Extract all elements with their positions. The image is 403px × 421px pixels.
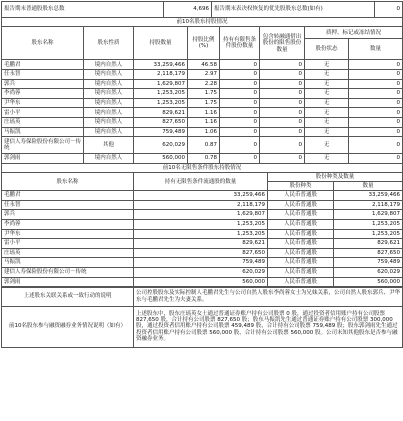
holder-shares: 759,489	[134, 127, 188, 137]
preferred-holders-label: 报告期末表决权恢复的优先股股东总数(如有)	[212, 2, 375, 18]
holder-pledge-state: 无	[305, 108, 349, 118]
holder-pledge-count: 0	[349, 60, 403, 70]
holder-shares: 829,621	[134, 239, 268, 249]
table-row	[2, 200, 403, 210]
holder-name: 任永智	[2, 200, 134, 210]
share-count: 759,489	[334, 258, 403, 268]
holder-pledge-state: 无	[305, 70, 349, 80]
holder-lent: 0	[260, 70, 305, 80]
holder-shares: 1,253,205	[134, 229, 268, 239]
relation-label: 上述股东关联关系或一致行动的说明	[2, 287, 134, 306]
holder-name: 建信人寿保险股份有限公司－传统	[2, 267, 134, 277]
holder-shares: 1,629,807	[134, 79, 188, 89]
holder-ratio: 1.06	[188, 127, 220, 137]
holder-nature: 其他	[84, 137, 134, 154]
holder-shares: 2,118,179	[134, 200, 268, 210]
holder-name: 马振凯	[2, 127, 84, 137]
table-row	[2, 229, 403, 239]
unrestricted-header-type-group: 股份种类及数量	[268, 173, 403, 182]
holder-nature: 境内自然人	[84, 79, 134, 89]
share-type: 人民币普通股	[268, 191, 334, 201]
table-row	[2, 239, 403, 249]
holder-name: 郭兵	[2, 210, 134, 220]
share-count: 2,118,179	[334, 200, 403, 210]
holder-ratio: 46.58	[188, 60, 220, 70]
unrestricted-table	[1, 163, 403, 287]
holder-name: 庄瑶英	[2, 117, 84, 127]
holder-shares: 560,000	[134, 277, 268, 287]
holder-pledge-count: 0	[349, 89, 403, 99]
holder-name: 郭剑雨	[2, 277, 134, 287]
holder-name: 建信人寿保险股份有限公司－传统	[2, 137, 84, 154]
notes-table	[1, 287, 403, 348]
holder-shares: 1,253,205	[134, 98, 188, 108]
table-row	[2, 154, 403, 164]
share-type: 人民币普通股	[268, 200, 334, 210]
holder-shares: 1,629,807	[134, 210, 268, 220]
holder-shares: 560,000	[134, 154, 188, 164]
unrestricted-header-count: 数量	[334, 182, 403, 191]
shareholder-report	[1, 1, 402, 348]
holder-name: 毛鹏君	[2, 60, 84, 70]
margin-label: 前10名股东参与融资融券业务情况说明（如有）	[2, 306, 134, 347]
holder-pledge-count: 0	[349, 127, 403, 137]
holder-pledge-state: 无	[305, 127, 349, 137]
share-count: 620,029	[334, 267, 403, 277]
share-count: 1,629,807	[334, 210, 403, 220]
holder-pledge-state: 无	[305, 98, 349, 108]
table-row	[2, 108, 403, 118]
share-count: 829,621	[334, 239, 403, 249]
holder-shares: 33,259,466	[134, 60, 188, 70]
holder-ratio: 1.16	[188, 117, 220, 127]
holder-lent: 0	[260, 79, 305, 89]
share-count: 1,253,205	[334, 219, 403, 229]
table-row	[2, 70, 403, 80]
holder-ratio: 1.16	[188, 108, 220, 118]
table-row	[2, 60, 403, 70]
holder-name: 尹华东	[2, 229, 134, 239]
holder-pledge-state: 无	[305, 154, 349, 164]
holder-name: 马振凯	[2, 258, 134, 268]
top10-header-pledge-state: 股份状态	[305, 39, 349, 60]
holder-nature: 境内自然人	[84, 89, 134, 99]
preferred-holders-value: 0	[375, 2, 403, 18]
holder-nature: 境内自然人	[84, 154, 134, 164]
table-row	[2, 219, 403, 229]
holder-shares: 620,029	[134, 267, 268, 277]
top10-header-restricted: 持有有限售条件股份数量	[220, 27, 260, 60]
holder-name: 李尚蓉	[2, 219, 134, 229]
holder-name: 毛鹏君	[2, 191, 134, 201]
top10-header-shares: 持股数量	[134, 27, 188, 60]
summary-table	[1, 1, 403, 18]
holder-lent: 0	[260, 89, 305, 99]
table-row	[2, 98, 403, 108]
common-holders-label: 报告期末普通股股东总数	[2, 2, 164, 18]
holder-name: 雷小平	[2, 239, 134, 249]
table-row	[2, 89, 403, 99]
holder-ratio: 0.78	[188, 154, 220, 164]
holder-shares: 827,650	[134, 248, 268, 258]
holder-ratio: 0.87	[188, 137, 220, 154]
holder-lent: 0	[260, 117, 305, 127]
top10-header-pledge-group: 质押、标记或冻结情况	[305, 27, 403, 39]
holder-pledge-count: 0	[349, 137, 403, 154]
table-row	[2, 248, 403, 258]
holder-restricted: 0	[220, 127, 260, 137]
table-row	[2, 277, 403, 287]
share-type: 人民币普通股	[268, 258, 334, 268]
share-type: 人民币普通股	[268, 219, 334, 229]
table-row	[2, 258, 403, 268]
top10-title: 前10名股东持股情况	[2, 18, 403, 27]
holder-nature: 境内自然人	[84, 70, 134, 80]
holder-shares: 759,489	[134, 258, 268, 268]
holder-pledge-count: 0	[349, 98, 403, 108]
holder-name: 郭兵	[2, 79, 84, 89]
table-row	[2, 191, 403, 201]
holder-shares: 620,029	[134, 137, 188, 154]
table-row	[2, 210, 403, 220]
holder-name: 尹华东	[2, 98, 84, 108]
holder-ratio: 2.28	[188, 79, 220, 89]
table-row	[2, 117, 403, 127]
holder-restricted: 0	[220, 137, 260, 154]
share-count: 1,253,205	[334, 229, 403, 239]
holder-shares: 827,650	[134, 117, 188, 127]
holder-pledge-count: 0	[349, 117, 403, 127]
holder-nature: 境内自然人	[84, 98, 134, 108]
holder-restricted: 0	[220, 79, 260, 89]
top10-header-ratio: 持股比例(%)	[188, 27, 220, 60]
holder-lent: 0	[260, 108, 305, 118]
share-type: 人民币普通股	[268, 210, 334, 220]
holder-lent: 0	[260, 137, 305, 154]
holder-restricted: 0	[220, 108, 260, 118]
holder-pledge-count: 0	[349, 70, 403, 80]
holder-name: 任永智	[2, 70, 84, 80]
holder-nature: 境内自然人	[84, 127, 134, 137]
holder-pledge-state: 无	[305, 60, 349, 70]
top10-header-name: 股东名称	[2, 27, 84, 60]
table-row	[2, 267, 403, 277]
table-row	[2, 79, 403, 89]
holder-nature: 境内自然人	[84, 117, 134, 127]
holder-shares: 33,259,466	[134, 191, 268, 201]
holder-pledge-state: 无	[305, 137, 349, 154]
unrestricted-header-shares: 持有无限售条件流通股的数量	[134, 173, 268, 191]
holder-nature: 境内自然人	[84, 108, 134, 118]
holder-lent: 0	[260, 98, 305, 108]
holder-lent: 0	[260, 127, 305, 137]
unrestricted-title: 前10名无限售条件股东持股情况	[2, 164, 403, 173]
relation-text: 公司控股股东及实际控制人毛鹏君先生与公司自然人股东李尚蓉女士为兄妹关系，公司自然人股东郭兵、尹华东与毛鹏君先生为夫妻关系。	[134, 287, 403, 306]
holder-restricted: 0	[220, 154, 260, 164]
holder-pledge-count: 0	[349, 79, 403, 89]
share-type: 人民币普通股	[268, 229, 334, 239]
share-count: 33,259,466	[334, 191, 403, 201]
holder-restricted: 0	[220, 60, 260, 70]
holder-name: 雷小平	[2, 108, 84, 118]
unrestricted-header-name: 股东名称	[2, 173, 134, 191]
share-type: 人民币普通股	[268, 248, 334, 258]
holder-shares: 1,253,205	[134, 89, 188, 99]
holder-nature: 境内自然人	[84, 60, 134, 70]
top10-header-lent: 包含转融通借出股份的限售股份数量	[260, 27, 305, 60]
holder-pledge-state: 无	[305, 79, 349, 89]
holder-restricted: 0	[220, 70, 260, 80]
holder-lent: 0	[260, 154, 305, 164]
holder-ratio: 1.75	[188, 98, 220, 108]
holder-shares: 1,253,205	[134, 219, 268, 229]
holder-name: 庄瑶英	[2, 248, 134, 258]
holder-pledge-count: 0	[349, 154, 403, 164]
margin-text: 上述股东中，股东庄瑶英女士通过普通证券账户持有公司股票 0 股，通过投资者信用账户持有公司股票 827,650 股，合计持有公司股票 827,650 股；股东马振凯先生通过普通证券账户持有公司股票 300,000 股，通过投资者信用账户持有公司股票 459,489 股，合计持有公司股票 759,489 股；股东郭剑雨先生通过投资者信用账户持有公司股票 560,000 股，合计持有公司股票 560,000 股。公司未知其他股东是否参与融资融券业务。	[134, 306, 403, 347]
share-type: 人民币普通股	[268, 277, 334, 287]
share-count: 827,650	[334, 248, 403, 258]
table-row	[2, 137, 403, 154]
share-count: 560,000	[334, 277, 403, 287]
holder-pledge-count: 0	[349, 108, 403, 118]
share-type: 人民币普通股	[268, 267, 334, 277]
holder-name: 李尚蓉	[2, 89, 84, 99]
common-holders-value: 4,696	[164, 2, 212, 18]
unrestricted-header-type: 股份种类	[268, 182, 334, 191]
table-row	[2, 127, 403, 137]
holder-shares: 2,118,179	[134, 70, 188, 80]
holder-ratio: 2.97	[188, 70, 220, 80]
top10-table	[1, 17, 403, 163]
holder-name: 郭剑雨	[2, 154, 84, 164]
top10-header-pledge-count: 数量	[349, 39, 403, 60]
top10-header-nature: 股东性质	[84, 27, 134, 60]
holder-restricted: 0	[220, 98, 260, 108]
holder-lent: 0	[260, 60, 305, 70]
holder-pledge-state: 无	[305, 117, 349, 127]
holder-restricted: 0	[220, 89, 260, 99]
share-type: 人民币普通股	[268, 239, 334, 249]
holder-ratio: 1.75	[188, 89, 220, 99]
holder-shares: 829,621	[134, 108, 188, 118]
holder-pledge-state: 无	[305, 89, 349, 99]
holder-restricted: 0	[220, 117, 260, 127]
